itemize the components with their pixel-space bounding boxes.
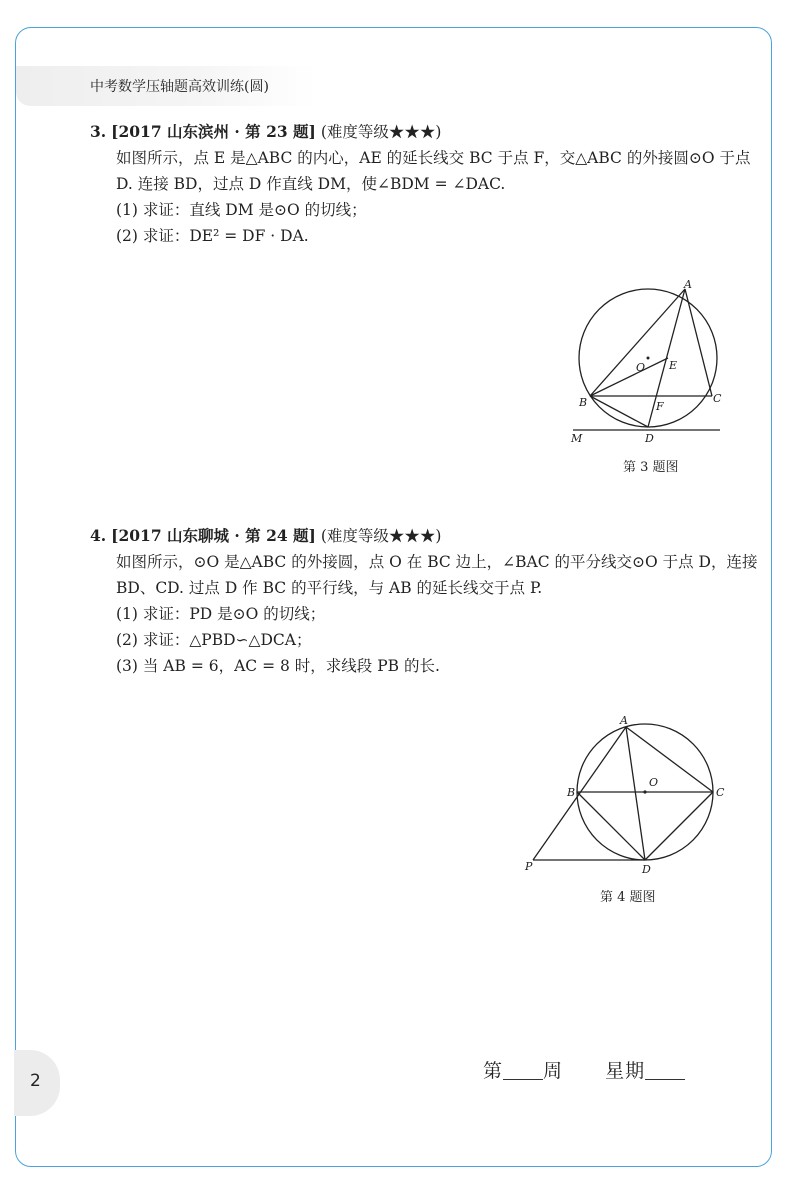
fig4-label-a: A <box>620 714 628 727</box>
fig4-segment-ad <box>626 727 645 860</box>
figure-3-diagram <box>560 278 740 453</box>
problem-4-line-2: BD、CD. 过点 D 作 BC 的平行线，与 AB 的延长线交于点 P. <box>116 579 543 597</box>
fig3-center-dot <box>647 357 650 360</box>
fig3-label-m: M <box>571 432 583 445</box>
fig4-label-d: D <box>642 863 651 876</box>
fig4-segment-cd <box>645 792 713 860</box>
problem-3-line-1: 如图所示，点 E 是△ABC 的内心，AE 的延长线交 BC 于点 F，交△ABC 的外接圆⊙O 于点 <box>116 149 751 167</box>
fig3-label-o: O <box>636 361 646 374</box>
figure-3-caption: 第 3 题图 <box>623 460 679 475</box>
problem-3-part-2: (2) 求证：DE² = DF · DA. <box>116 227 309 245</box>
fig3-segment-ac <box>685 289 712 396</box>
problem-3-difficulty: (难度等级★★★) <box>320 123 442 141</box>
fig4-segment-bd <box>577 792 645 860</box>
fig3-segment-be <box>590 358 668 396</box>
problem-4 <box>90 523 758 679</box>
fig3-label-d: D <box>645 432 654 445</box>
problem-3-line-2: D. 连接 BD，过点 D 作直线 DM，使∠BDM = ∠DAC. <box>116 175 506 193</box>
fig3-label-c: C <box>713 392 722 405</box>
fig4-segment-pa <box>533 727 626 860</box>
problem-4-part-3: (3) 当 AB = 6，AC = 8 时，求线段 PB 的长. <box>116 657 440 675</box>
fig3-segment-bd <box>590 396 648 427</box>
problem-3 <box>90 119 750 249</box>
figure-4-diagram <box>520 710 740 880</box>
running-header: 中考数学压轴题高效训练(圆) <box>90 79 269 95</box>
fig4-label-b: B <box>567 786 576 799</box>
fig4-label-o: O <box>649 776 659 789</box>
fig4-segment-ac <box>626 727 713 792</box>
weekday-blank[interactable] <box>645 1059 685 1080</box>
problem-4-difficulty: (难度等级★★★) <box>320 527 442 545</box>
problem-3-number: 3. <box>90 122 107 141</box>
fig3-label-e: E <box>669 359 678 372</box>
fig3-label-b: B <box>579 396 588 409</box>
problem-3-source: [2017 山东滨州 · 第 23 题] <box>111 122 316 141</box>
fig3-label-f: F <box>656 400 664 413</box>
footer-week-prefix: 第 <box>483 1060 504 1082</box>
page-number: 2 <box>30 1071 41 1091</box>
fig4-label-p: P <box>525 860 533 873</box>
problem-4-source: [2017 山东聊城 · 第 24 题] <box>111 526 316 545</box>
footer-week-suffix: 周 <box>543 1060 564 1082</box>
problem-4-number: 4. <box>90 526 107 545</box>
week-blank[interactable] <box>503 1059 543 1080</box>
week-day-footer <box>483 1056 685 1083</box>
fig4-label-c: C <box>716 786 725 799</box>
problem-4-part-1: (1) 求证：PD 是⊙O 的切线； <box>116 605 326 623</box>
fig4-center-dot <box>643 790 646 793</box>
problem-4-part-2: (2) 求证：△PBD∽△DCA； <box>116 631 312 649</box>
problem-3-part-1: (1) 求证：直线 DM 是⊙O 的切线； <box>116 201 367 219</box>
problem-4-line-1: 如图所示，⊙O 是△ABC 的外接圆，点 O 在 BC 边上，∠BAC 的平分线交⊙O 于点 D，连接 <box>116 553 758 571</box>
figure-4-caption: 第 4 题图 <box>600 890 656 905</box>
footer-weekday-label: 星期 <box>605 1060 646 1082</box>
fig3-label-a: A <box>684 278 692 291</box>
